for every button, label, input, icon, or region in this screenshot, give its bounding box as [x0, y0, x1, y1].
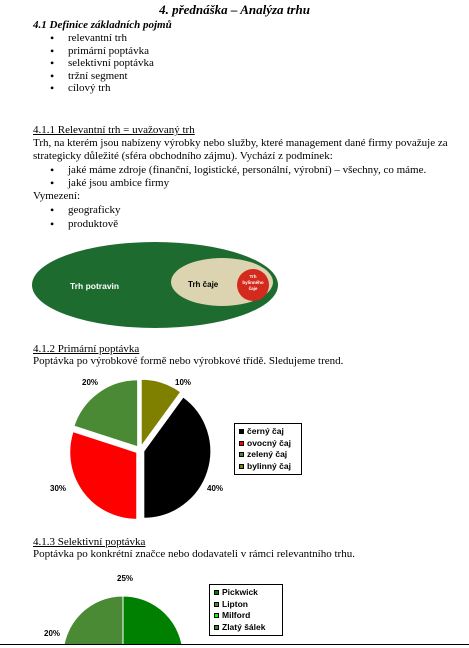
legend-swatch	[214, 602, 219, 607]
section-4-1-2-paragraph: Poptávka po výrobkové formě nebo výrobkové třídě. Sledujeme trend.	[33, 355, 344, 367]
brand-pie-clip	[60, 580, 190, 644]
legend-label: Zlatý šálek	[222, 621, 266, 632]
legend-swatch	[214, 625, 219, 630]
list-item: • geograficky	[50, 204, 121, 218]
legend-swatch	[214, 590, 219, 595]
pie-label: 20%	[82, 378, 99, 387]
tea-market-label: Trh čaje	[188, 280, 219, 289]
section-4-1-3-heading: 4.1.3 Selektivní poptávka	[33, 536, 146, 548]
herbal-tea-label-line: bylinného	[242, 280, 264, 285]
legend-swatch	[239, 441, 244, 446]
section-4-1-heading: 4.1 Definice základních pojmů	[33, 19, 172, 31]
list-item: • jaké máme zdroje (finanční, logistické, personální, výrobní) – všechny, co máme.	[50, 164, 426, 177]
section-4-1-3-paragraph: Poptávka po konkrétní značce nebo dodavateli v rámci relevantního trhu.	[33, 548, 355, 560]
pie-label: 30%	[50, 484, 67, 493]
legend-label: Lipton	[222, 598, 248, 609]
section-4-1-1-paragraph: Trh, na kterém jsou nabízeny výrobky nebo služby, které management dané firmy považuje za strategicky důležité (sféra obchodního zájmu). Vychází z podmínek:	[33, 137, 448, 162]
pie-slice-ovocný-čaj	[70, 432, 137, 520]
market-diagram	[30, 240, 280, 330]
brand-pie-chart	[60, 580, 190, 644]
list-item: • produktově	[50, 218, 121, 232]
section-4-1-2-heading: 4.1.2 Primární poptávka	[33, 343, 140, 355]
pie-label: 40%	[207, 484, 224, 493]
brand-legend	[209, 584, 283, 636]
legend-swatch	[239, 429, 244, 434]
tea-type-pie-chart	[60, 370, 220, 530]
pie-slice-lipton	[63, 596, 123, 644]
legend-swatch	[239, 452, 244, 457]
definitions-list	[50, 32, 154, 95]
herbal-tea-label-line: Trh	[249, 274, 257, 279]
pie-slice-pickwick	[123, 596, 183, 644]
conditions-list	[50, 164, 426, 189]
pie-label: 10%	[175, 378, 192, 387]
list-item: • selektivní poptávka	[50, 57, 154, 70]
list-item: • cílový trh	[50, 82, 154, 95]
legend-label: zelený čaj	[247, 449, 288, 459]
pie-label: 20%	[44, 629, 61, 638]
vymezeni-label: Vymezení:	[33, 190, 81, 202]
legend-label: ovocný čaj	[247, 437, 291, 448]
tea-type-legend	[234, 423, 302, 475]
page-title: 4. přednáška – Analýza trhu	[159, 2, 310, 17]
legend-swatch	[239, 464, 244, 469]
vymezeni-list	[50, 204, 121, 232]
legend-label: Milford	[222, 610, 251, 620]
legend-label: Pickwick	[222, 587, 258, 597]
herbal-tea-label-line: čaje	[248, 286, 258, 291]
list-item: • primární poptávka	[50, 45, 154, 58]
section-4-1-1-heading: 4.1.1 Relevantní trh = uvažovaný trh	[33, 124, 195, 136]
food-market-label: Trh potravin	[70, 281, 120, 291]
legend-swatch	[214, 613, 219, 618]
list-item: • relevantní trh	[50, 32, 154, 45]
legend-label: černý čaj	[247, 426, 284, 436]
page-bottom-border	[0, 644, 469, 645]
legend-label: bylinný čaj	[247, 460, 291, 471]
pie-label: 25%	[117, 574, 134, 583]
list-item: • tržní segment	[50, 70, 154, 83]
list-item: • jaké jsou ambice firmy	[50, 177, 426, 190]
